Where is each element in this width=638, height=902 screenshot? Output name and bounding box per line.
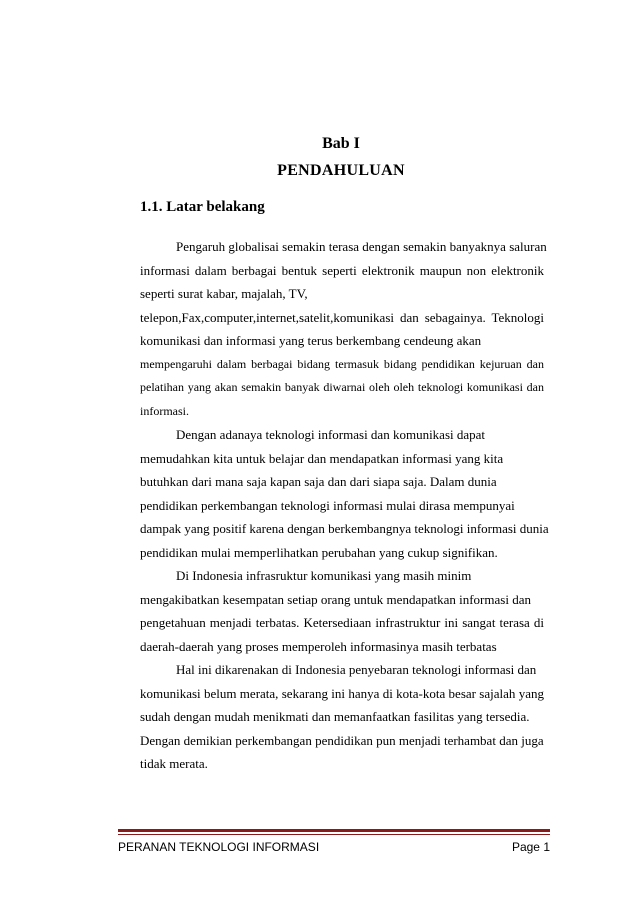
paragraph-line: pendidikan perkembangan teknologi informasi mulai dirasa mempunyai <box>140 497 515 513</box>
chapter-number: Bab I <box>322 135 360 152</box>
chapter-title: PENDAHULUAN <box>277 162 405 179</box>
paragraph-line: Hal ini dikarenakan di Indonesia penyebaran teknologi informasi dan <box>176 662 537 677</box>
paragraph-line: pelatihan yang akan semakin banyak diwarnai oleh oleh teknologi komunikasi dan <box>140 380 544 394</box>
paragraph-line: Dengan demikian perkembangan pendidikan pun menjadi terhambat dan juga <box>140 732 544 748</box>
paragraph-line: dampak yang positif karena dengan berkembangnya teknologi informasi dunia <box>140 521 549 536</box>
footer-page-number: Page 1 <box>511 840 550 854</box>
body-text <box>140 235 549 776</box>
paragraph-line: informasi dalam berbagai bentuk seperti elektronik maupun non elektronik <box>140 262 544 278</box>
paragraph-line: Pengaruh globalisai semakin terasa dengan semakin banyaknya saluran <box>176 239 547 254</box>
paragraph-line: mengakibatkan kesempatan setiap orang untuk mendapatkan informasi dan <box>140 591 531 607</box>
footer-title: PERANAN TEKNOLOGI INFORMASI <box>118 840 320 854</box>
paragraph-line: pendidikan mulai memperlihatkan perubahan yang cukup signifikan. <box>140 544 498 560</box>
paragraph-line: komunikasi dan informasi yang terus berkembang cendeung akan <box>140 333 482 348</box>
footer-divider-thin <box>118 834 550 835</box>
section-heading: 1.1. Latar belakang <box>140 199 265 215</box>
paragraph-line: tidak merata. <box>140 756 208 771</box>
paragraph-line: seperti surat kabar, majalah, TV, <box>140 286 308 301</box>
paragraph-line: pengetahuan menjadi terbatas. Ketersediaan infrastruktur ini sangat terasa di <box>140 615 544 630</box>
paragraph-line: Di Indonesia infrasruktur komunikasi yang masih minim <box>176 568 472 583</box>
paragraph-line: informasi. <box>140 403 189 418</box>
paragraph-line: butuhkan dari mana saja kapan saja dan dari siapa saja. Dalam dunia <box>140 474 497 489</box>
paragraph-line: mempengaruhi dalam berbagai bidang termasuk bidang pendidikan kejuruan dan <box>140 356 544 371</box>
paragraph-line: telepon,Fax,computer,internet,satelit,komunikasi dan sebagainya. Teknologi <box>140 309 544 325</box>
footer-divider <box>118 829 550 832</box>
paragraph-line: daerah-daerah yang proses memperoleh informasinya masih terbatas <box>140 638 497 654</box>
paragraph-line: komunikasi belum merata, sekarang ini hanya di kota-kota besar sajalah yang <box>140 685 544 701</box>
paragraph-line: memudahkan kita untuk belajar dan mendapatkan informasi yang kita <box>140 450 504 466</box>
paragraph-line: sudah dengan mudah menikmati dan memanfaatkan fasilitas yang tersedia. <box>140 709 530 724</box>
paragraph-line: Dengan adanaya teknologi informasi dan komunikasi dapat <box>176 427 486 442</box>
